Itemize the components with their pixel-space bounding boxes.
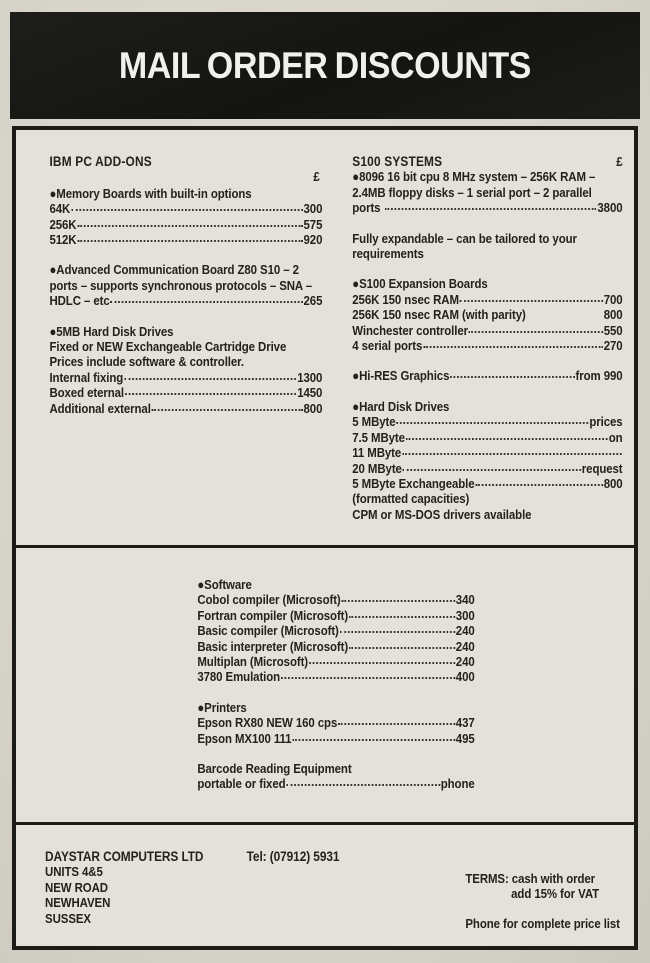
hard-disk-intro bbox=[49, 324, 322, 370]
company-name: DAYSTAR COMPUTERS LTD bbox=[45, 849, 204, 864]
item-label: Boxed eternal bbox=[49, 385, 125, 401]
text-line: SUSSEX bbox=[45, 910, 91, 926]
price-row bbox=[352, 323, 622, 338]
price-row bbox=[49, 293, 322, 308]
price-list-note: Phone for complete price list bbox=[465, 915, 620, 931]
item-label: 256K 150 nsec RAM (with parity) bbox=[352, 307, 526, 323]
comms-board-prices bbox=[49, 293, 322, 308]
price-row bbox=[352, 200, 622, 215]
item-price: 240 bbox=[455, 638, 475, 654]
expansion-boards-intro bbox=[352, 276, 622, 291]
s100-system-prices bbox=[352, 200, 622, 215]
barcode-group bbox=[197, 761, 474, 792]
expansion-boards-group bbox=[352, 276, 622, 353]
price-row bbox=[49, 201, 322, 216]
text-line: 2.4MB floppy disks – 1 serial port – 2 parallel bbox=[352, 184, 592, 200]
price-row bbox=[49, 401, 322, 416]
item-price: from 990 bbox=[575, 368, 623, 384]
footer-section bbox=[16, 825, 634, 931]
text-line: ●Software bbox=[197, 577, 252, 592]
comms-board-group bbox=[49, 262, 322, 308]
price-row bbox=[197, 639, 474, 654]
price-row bbox=[352, 476, 622, 491]
price-row bbox=[352, 445, 622, 460]
price-row bbox=[197, 669, 474, 684]
item-label: Additional external bbox=[49, 400, 151, 416]
item-label: Basic compiler (Microsoft) bbox=[197, 623, 339, 639]
printers-group bbox=[197, 700, 474, 746]
footer-terms-block bbox=[465, 849, 620, 931]
price-row bbox=[49, 232, 322, 247]
price-row bbox=[49, 385, 322, 400]
item-label: Multiplan (Microsoft) bbox=[197, 654, 309, 670]
item-price: 575 bbox=[303, 216, 323, 232]
text-line: NEWHAVEN bbox=[45, 895, 111, 911]
price-row bbox=[49, 217, 322, 232]
item-label: portable or fixed bbox=[197, 776, 286, 792]
item-price: phone bbox=[440, 776, 475, 792]
item-price: 1300 bbox=[297, 369, 323, 385]
hires-graphics-group bbox=[352, 368, 622, 383]
item-price: 800 bbox=[603, 475, 623, 491]
text-line: Fixed or NEW Exchangeable Cartridge Drive bbox=[49, 339, 287, 355]
item-price: 920 bbox=[303, 232, 323, 248]
price-row bbox=[49, 370, 322, 385]
text-line: (formatted capacities) bbox=[352, 491, 470, 507]
item-price: 800 bbox=[603, 307, 623, 323]
memory-boards-group bbox=[49, 186, 322, 248]
hard-disk-prices bbox=[49, 370, 322, 416]
hires-graphics-price bbox=[352, 368, 622, 383]
text-line: UNITS 4&5 bbox=[45, 864, 103, 880]
item-label: 256K 150 nsec RAM bbox=[352, 291, 459, 307]
item-label: Epson MX100 111 bbox=[197, 730, 292, 746]
vat-line: add 15% for VAT bbox=[511, 886, 600, 902]
item-label: 512K bbox=[49, 232, 77, 248]
item-price: 300 bbox=[303, 201, 323, 217]
item-price: 340 bbox=[455, 592, 475, 608]
page-title: MAIL ORDER DISCOUNTS bbox=[118, 44, 532, 86]
item-label: 7.5 MByte bbox=[352, 429, 405, 445]
price-row bbox=[352, 414, 622, 429]
ad-content bbox=[16, 130, 634, 931]
barcode-intro bbox=[197, 761, 474, 776]
text-line: Barcode Reading Equipment bbox=[197, 761, 352, 777]
printers-prices bbox=[197, 715, 474, 746]
item-price: 550 bbox=[603, 322, 623, 338]
price-row bbox=[197, 731, 474, 746]
memory-boards-intro bbox=[49, 186, 322, 201]
printers-intro bbox=[197, 700, 474, 715]
expansion-boards-prices bbox=[352, 292, 622, 354]
item-price: 300 bbox=[455, 607, 475, 623]
item-label: ports bbox=[352, 200, 384, 216]
price-row bbox=[352, 338, 622, 353]
item-label: 5 MByte Exchangeable bbox=[352, 475, 475, 491]
expandable-note bbox=[352, 231, 622, 262]
item-label: Cobol compiler (Microsoft) bbox=[197, 592, 341, 608]
item-price: 1450 bbox=[297, 385, 323, 401]
item-price: 265 bbox=[303, 293, 323, 309]
price-row bbox=[352, 430, 622, 445]
price-row bbox=[197, 608, 474, 623]
item-label: 5 MByte bbox=[352, 414, 396, 430]
comms-board-intro bbox=[49, 262, 322, 293]
price-row bbox=[197, 776, 474, 791]
text-line: ports – supports synchronous protocols – SNA – bbox=[49, 277, 313, 293]
item-price: 240 bbox=[455, 654, 475, 670]
item-label: 64K bbox=[49, 201, 71, 217]
item-price: prices bbox=[589, 414, 623, 430]
s100-currency-symbol: £ bbox=[616, 154, 623, 169]
software-section bbox=[16, 548, 634, 822]
price-row bbox=[352, 292, 622, 307]
s100-hard-disk-intro bbox=[352, 399, 622, 414]
software-prices bbox=[197, 592, 474, 684]
terms-line: TERMS: cash with order bbox=[465, 871, 596, 886]
text-line: ●Hard Disk Drives bbox=[352, 398, 450, 414]
software-group bbox=[197, 577, 474, 685]
item-price: 270 bbox=[603, 338, 623, 354]
s100-heading-row bbox=[352, 154, 622, 169]
memory-boards-prices bbox=[49, 201, 322, 247]
item-label: ●Hi-RES Graphics bbox=[352, 368, 450, 384]
item-label: 4 serial ports bbox=[352, 338, 423, 354]
item-label: 11 MByte bbox=[352, 445, 402, 461]
item-label: Epson RX80 NEW 160 cps bbox=[197, 715, 338, 731]
ad-box bbox=[12, 126, 638, 950]
hard-disk-group bbox=[49, 324, 322, 416]
s100-hard-disk-notes bbox=[352, 491, 622, 522]
text-line: ●Printers bbox=[197, 699, 247, 715]
s100-system-group bbox=[352, 169, 622, 215]
s100-hard-disk-prices bbox=[352, 414, 622, 491]
text-line: Prices include software & controller. bbox=[49, 354, 244, 370]
expandable-note-lines bbox=[352, 231, 622, 262]
price-row bbox=[352, 368, 622, 383]
text-line: Fully expandable – can be tailored to your bbox=[352, 230, 577, 246]
s100-system-intro bbox=[352, 169, 622, 200]
item-label: 256K bbox=[49, 216, 77, 232]
price-row bbox=[197, 592, 474, 607]
item-label: HDLC – etc bbox=[49, 293, 110, 309]
item-price: request bbox=[581, 460, 623, 476]
header-bar bbox=[10, 12, 640, 119]
item-price: 3800 bbox=[597, 200, 623, 216]
price-row bbox=[352, 307, 622, 322]
s100-systems-column bbox=[352, 154, 622, 545]
text-line: ●8096 16 bit cpu 8 MHz system – 256K RAM – bbox=[352, 169, 596, 185]
price-row bbox=[352, 461, 622, 476]
item-price: 240 bbox=[455, 623, 475, 639]
item-price: 700 bbox=[603, 291, 623, 307]
text-line: NEW ROAD bbox=[45, 879, 108, 895]
text-line: requirements bbox=[352, 246, 424, 262]
item-label: Winchester controller bbox=[352, 322, 468, 338]
text-line: ●Advanced Communication Board Z80 S10 – 2 bbox=[49, 262, 299, 278]
text-line: ●Memory Boards with built-in options bbox=[49, 185, 252, 201]
item-price: 400 bbox=[455, 669, 475, 685]
software-column bbox=[197, 577, 474, 792]
footer-address-block bbox=[45, 849, 339, 931]
telephone-number: Tel: (07912) 5931 bbox=[246, 849, 340, 864]
item-label: Internal fixing bbox=[49, 369, 124, 385]
item-price: 437 bbox=[455, 715, 475, 731]
text-line: ●S100 Expansion Boards bbox=[352, 276, 488, 292]
ibm-currency-symbol: £ bbox=[313, 169, 320, 185]
item-price: 800 bbox=[303, 400, 323, 416]
s100-column-heading: S100 SYSTEMS bbox=[352, 154, 443, 169]
text-line: ●5MB Hard Disk Drives bbox=[49, 323, 174, 339]
item-label: Basic interpreter (Microsoft) bbox=[197, 638, 349, 654]
products-section bbox=[16, 130, 634, 545]
ibm-pc-addons-column bbox=[49, 154, 322, 545]
item-price: 495 bbox=[455, 730, 475, 746]
address-lines bbox=[45, 864, 339, 926]
item-label: 20 MByte bbox=[352, 460, 402, 476]
price-row bbox=[197, 623, 474, 638]
item-label: 3780 Emulation bbox=[197, 669, 281, 685]
item-label: Fortran compiler (Microsoft) bbox=[197, 607, 349, 623]
price-row bbox=[197, 715, 474, 730]
item-price: on bbox=[608, 429, 623, 445]
company-row bbox=[45, 849, 339, 864]
s100-hard-disk-group bbox=[352, 399, 622, 522]
barcode-prices bbox=[197, 776, 474, 791]
software-intro bbox=[197, 577, 474, 592]
price-row bbox=[197, 654, 474, 669]
text-line: CPM or MS-DOS drivers available bbox=[352, 506, 532, 522]
ibm-column-heading: IBM PC ADD-ONS bbox=[49, 154, 152, 169]
